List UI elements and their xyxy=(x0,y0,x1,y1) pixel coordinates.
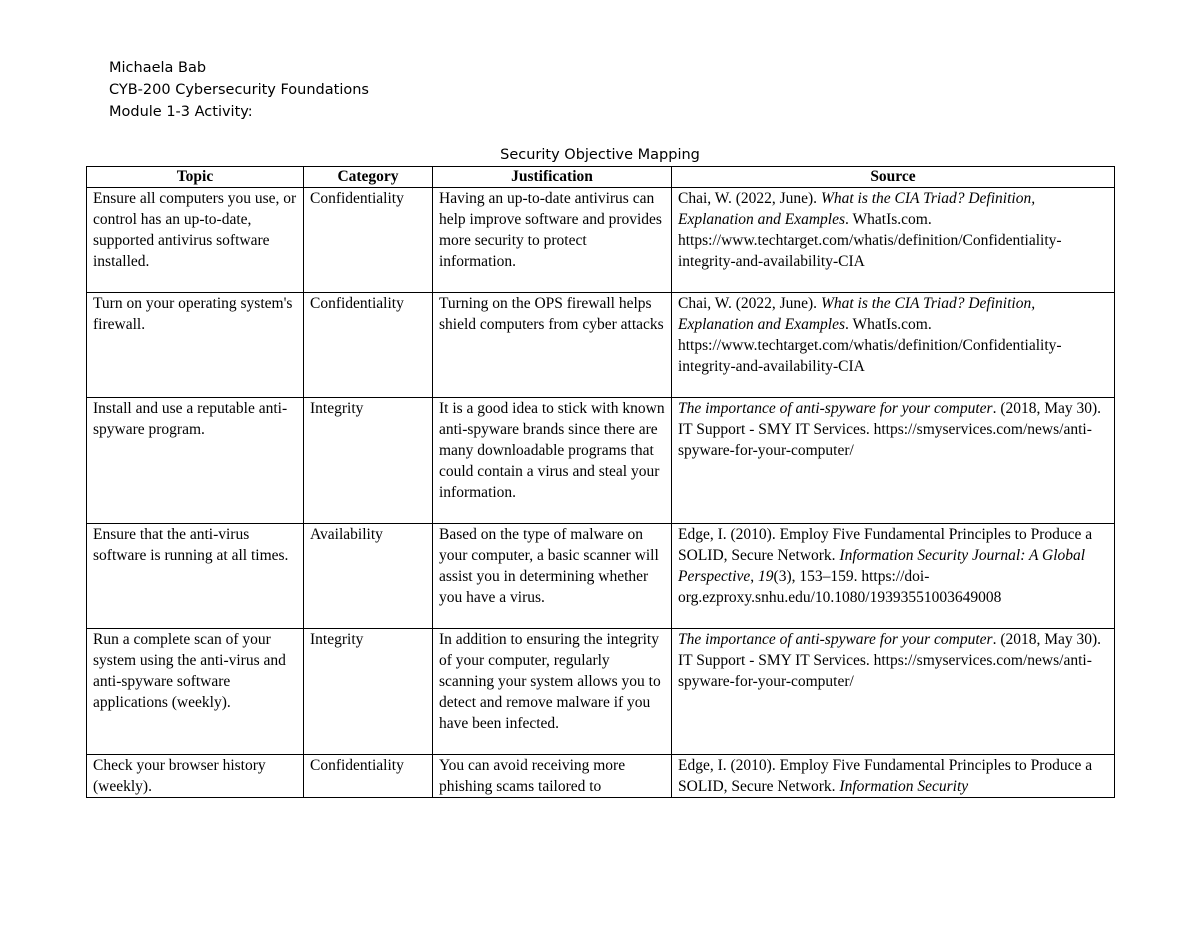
source-italic-text: Information Security xyxy=(839,778,969,795)
source-italic-text: The importance of anti-spyware for your computer xyxy=(678,631,993,648)
source-cell xyxy=(672,293,1115,398)
table-row xyxy=(87,524,1115,629)
source-text: . (2018, May 30). IT Support - SMY IT Services. https://smyservices.com/news/anti-spyware-for-your-computer/ xyxy=(678,631,1102,690)
source-text: Edge, I. (2010). Employ Five Fundamental Principles to Produce a SOLID, Secure Network. xyxy=(678,526,1093,564)
author-name: Michaela Bab xyxy=(109,60,207,76)
category-cell: Confidentiality xyxy=(304,188,433,293)
category-cell: Confidentiality xyxy=(304,293,433,398)
source-italic-text: 19 xyxy=(758,568,774,585)
justification-cell: It is a good idea to stick with known anti-spyware brands since there are many downloadable programs that could contain a virus and steal your information. xyxy=(433,398,672,524)
table-header-row xyxy=(87,167,1115,188)
source-cell xyxy=(672,188,1115,293)
justification-cell: Having an up-to-date antivirus can help improve software and provides more security to protect information. xyxy=(433,188,672,293)
topic-cell: Turn on your operating system's firewall. xyxy=(87,293,304,398)
column-header-justification: Justification xyxy=(433,167,672,188)
source-italic-text: What is the CIA Triad? Definition, Explanation and Examples xyxy=(678,295,1036,333)
source-text: Chai, W. (2022, June). xyxy=(678,295,821,312)
source-text: . (2018, May 30). IT Support - SMY IT Services. https://smyservices.com/news/anti-spyware-for-your-computer/ xyxy=(678,400,1102,459)
source-italic-text: Information Security Journal: A Global Perspective xyxy=(678,547,1086,585)
source-italic-text: What is the CIA Triad? Definition, Explanation and Examples xyxy=(678,190,1036,228)
table-row xyxy=(87,188,1115,293)
table-row xyxy=(87,755,1115,798)
justification-cell: Turning on the OPS firewall helps shield computers from cyber attacks xyxy=(433,293,672,398)
justification-cell: In addition to ensuring the integrity of your computer, regularly scanning your system allows you to detect and remove malware if you have been infected. xyxy=(433,629,672,755)
column-header-topic: Topic xyxy=(87,167,304,188)
security-objective-table xyxy=(86,166,1115,798)
category-cell: Availability xyxy=(304,524,433,629)
table-row xyxy=(87,398,1115,524)
category-cell: Integrity xyxy=(304,629,433,755)
source-text: Chai, W. (2022, June). xyxy=(678,190,821,207)
column-header-category: Category xyxy=(304,167,433,188)
source-text: , xyxy=(750,568,759,585)
category-cell: Integrity xyxy=(304,398,433,524)
table-row xyxy=(87,629,1115,755)
table-row xyxy=(87,293,1115,398)
source-cell xyxy=(672,524,1115,629)
table-title: Security Objective Mapping xyxy=(500,147,700,163)
topic-cell: Run a complete scan of your system using the anti-virus and anti-spyware software applications (weekly). xyxy=(87,629,304,755)
document-header xyxy=(109,57,369,123)
source-text: Edge, I. (2010). Employ Five Fundamental Principles to Produce a SOLID, Secure Network. xyxy=(678,757,1093,795)
topic-cell: Install and use a reputable anti-spyware program. xyxy=(87,398,304,524)
category-cell: Confidentiality xyxy=(304,755,433,798)
source-cell xyxy=(672,629,1115,755)
topic-cell: Ensure all computers you use, or control has an up-to-date, supported antivirus software installed. xyxy=(87,188,304,293)
source-italic-text: The importance of anti-spyware for your computer xyxy=(678,400,993,417)
justification-cell: Based on the type of malware on your computer, a basic scanner will assist you in determining whether you have a virus. xyxy=(433,524,672,629)
source-text: (3), 153–159. https://doi-org.ezproxy.snhu.edu/10.1080/19393551003649008 xyxy=(678,568,1002,606)
source-text: . WhatIs.com. https://www.techtarget.com/whatis/definition/Confidentiality-integrity-and-availability-CIA xyxy=(678,211,1062,270)
justification-cell: You can avoid receiving more phishing scams tailored to xyxy=(433,755,672,798)
column-header-source: Source xyxy=(672,167,1115,188)
topic-cell: Check your browser history (weekly). xyxy=(87,755,304,798)
activity-title: Module 1-3 Activity: xyxy=(109,104,253,120)
topic-cell: Ensure that the anti-virus software is running at all times. xyxy=(87,524,304,629)
source-cell xyxy=(672,755,1115,798)
course-title: CYB-200 Cybersecurity Foundations xyxy=(109,82,369,98)
source-cell xyxy=(672,398,1115,524)
source-text: . WhatIs.com. https://www.techtarget.com/whatis/definition/Confidentiality-integrity-and-availability-CIA xyxy=(678,316,1062,375)
